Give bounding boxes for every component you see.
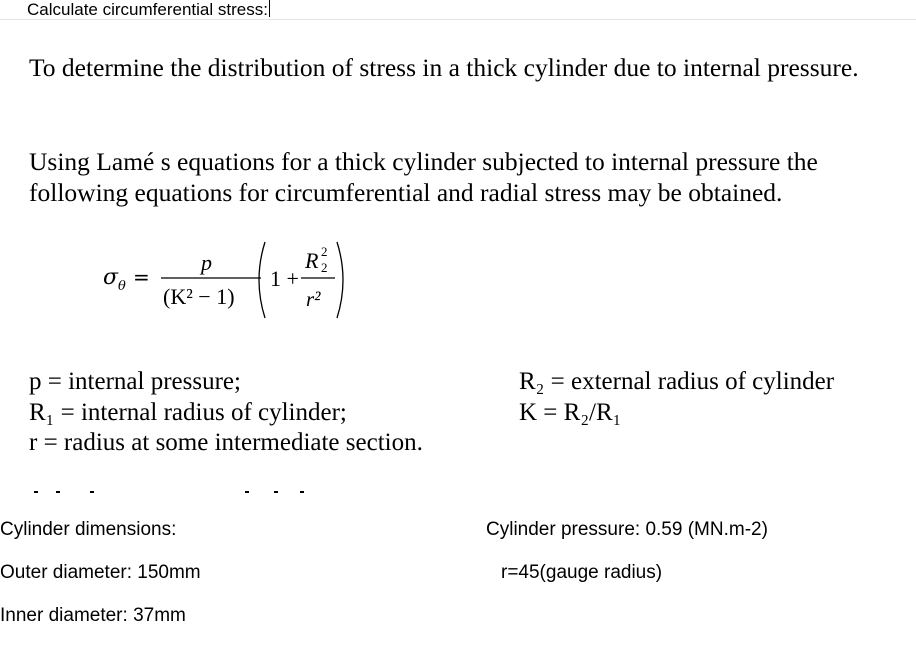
formula-equals: = (133, 265, 150, 289)
definition-k: K = R₂/R₁ (519, 398, 622, 426)
formula-left-paren (259, 242, 265, 318)
formula-one-plus: 1 + (270, 266, 299, 291)
formula-inner-numerator: R (305, 248, 319, 273)
definition-r1: R₁ = internal radius of cylinder; (29, 398, 347, 426)
gauge-radius: r=45(gauge radius) (501, 562, 663, 583)
formula-sigma: σ (103, 265, 119, 290)
intro-paragraph-1: To determine the distribution of stress in a thick cylinder due to internal pressure. (29, 53, 859, 82)
text-caret (269, 0, 270, 17)
definitions-right (519, 367, 834, 428)
formula-sigma-sub: θ (118, 279, 126, 294)
formula-inner-denominator: r² (306, 287, 321, 311)
definition-r2: R₂ = external radius of cylinder (519, 368, 835, 395)
definitions-left (29, 367, 423, 459)
definition-r: r = radius at some intermediate section. (29, 429, 423, 456)
cylinder-dimensions-heading: Cylinder dimensions: (0, 519, 177, 540)
definition-p: p = internal pressure; (29, 368, 241, 395)
cylinder-pressure: Cylinder pressure: 0.59 (MN.m-2) (486, 519, 768, 540)
inner-diameter: Inner diameter: 37mm (0, 605, 186, 626)
formula-numerator-p: p (201, 250, 212, 275)
question-input[interactable] (27, 0, 327, 20)
cropped-text-fragment (34, 489, 334, 499)
formula-inner-numerator-sup: 2 (321, 244, 328, 259)
circumferential-stress-formula (95, 238, 395, 328)
formula-right-paren (337, 242, 343, 318)
formula-denominator: (K² − 1) (163, 284, 235, 309)
outer-diameter: Outer diameter: 150mm (0, 562, 201, 583)
intro-paragraph-2: Using Lamé s equations for a thick cylinder subjected to internal pressure the following equations for circumferential and radial stress may be obtained. (29, 147, 818, 207)
question-input-text: Calculate circumferential stress: (27, 0, 268, 19)
formula-inner-numerator-sub: 2 (321, 260, 328, 275)
input-underline (0, 19, 916, 20)
